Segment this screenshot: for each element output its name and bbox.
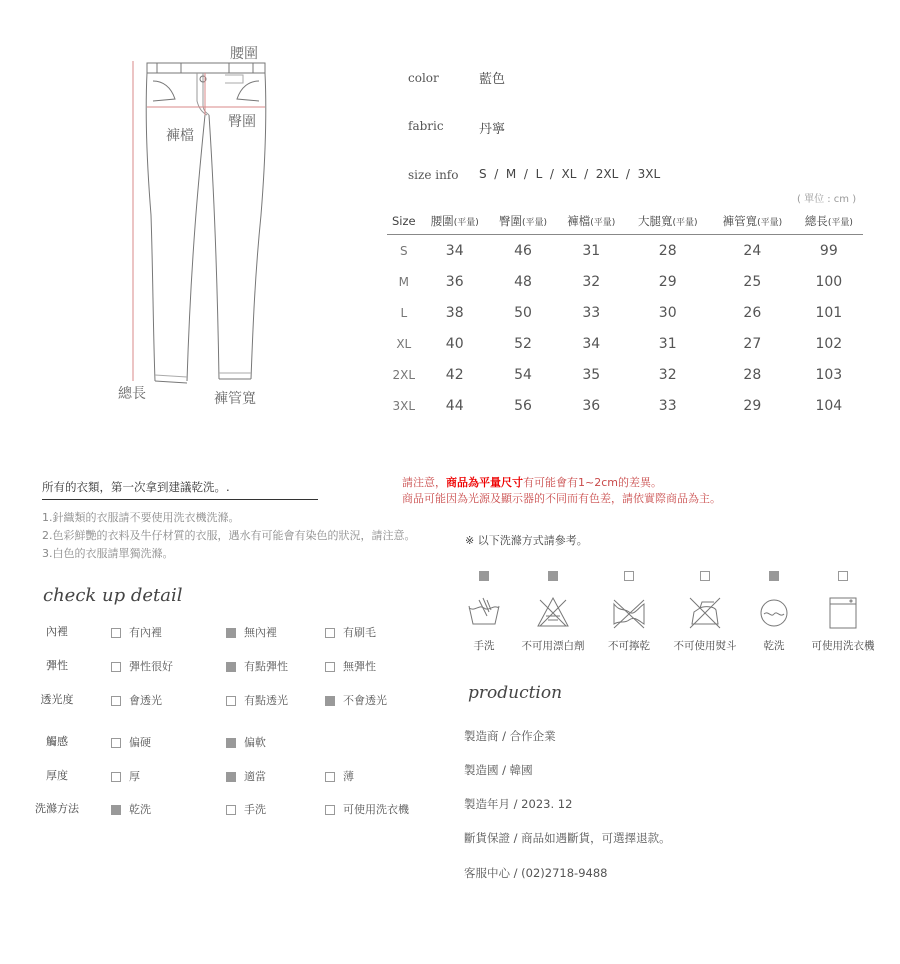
size-cell: XL: [396, 336, 412, 351]
detail-option: [226, 768, 266, 784]
detail-row-label: 透光度: [40, 693, 74, 706]
production-date: 製造年月 / 2023. 12: [464, 797, 573, 811]
measure-cell: 46: [514, 242, 532, 259]
detail-option: [111, 658, 173, 674]
measure-cell: 102: [815, 335, 843, 352]
warning-strong: 商品為平量尺寸: [446, 476, 523, 489]
care-label: 手洗: [473, 640, 495, 652]
measure-cell: 34: [582, 335, 601, 352]
wash-note-list: [42, 509, 416, 563]
measure-cell: 103: [815, 366, 843, 383]
detail-option-label: 有刷毛: [343, 626, 376, 639]
unchecked-box-icon: [111, 738, 121, 748]
detail-option: [111, 624, 162, 640]
detail-option-label: 適當: [244, 770, 266, 783]
detail-option-label: 無內裡: [244, 626, 277, 639]
washing-machine-icon: [824, 594, 862, 636]
detail-title: check up detail: [43, 585, 183, 606]
detail-option-label: 會透光: [129, 694, 162, 707]
table-row: [387, 328, 863, 359]
care-label: 不可擰乾: [608, 640, 650, 652]
measure-cell: 104: [815, 397, 843, 414]
table-row: [387, 266, 863, 297]
detail-option: [111, 768, 140, 784]
wash-note-line: 3.白色的衣服請單獨洗滌。: [42, 547, 174, 560]
detail-option: [325, 658, 376, 674]
detail-option: [325, 624, 376, 640]
col-size: Size: [387, 208, 421, 235]
care-label: 不可使用熨斗: [673, 640, 737, 652]
unchecked-box-icon: [700, 571, 710, 581]
measure-cell: 24: [743, 242, 762, 259]
measure-cell: 44: [445, 397, 464, 414]
size-cell: L: [400, 305, 408, 320]
unchecked-box-icon: [325, 805, 335, 815]
color-value: 藍色: [479, 72, 506, 87]
measure-cell: 31: [658, 335, 677, 352]
detail-option-label: 彈性很好: [129, 660, 173, 673]
measure-cell: 48: [514, 273, 532, 290]
unchecked-box-icon: [325, 662, 335, 672]
detail-row-label: 觸感: [46, 735, 68, 748]
col-waist: 腰圍(平量): [421, 208, 489, 235]
detail-option: [325, 692, 387, 708]
checked-box-icon: [226, 628, 236, 638]
production-title: production: [468, 683, 563, 703]
measure-cell: 38: [445, 304, 464, 321]
measure-cell: 26: [743, 304, 762, 321]
detail-row-label: 內裡: [46, 625, 68, 638]
no-iron-icon: [686, 594, 724, 636]
detail-option-label: 薄: [343, 770, 354, 783]
checked-box-icon: [226, 738, 236, 748]
measure-cell: 28: [743, 366, 762, 383]
measure-cell: 31: [582, 242, 601, 259]
measure-cell: 32: [658, 366, 677, 383]
measure-cell: 54: [514, 366, 532, 383]
detail-option: [226, 692, 288, 708]
wash-note-line: 2.色彩鮮艷的衣料及牛仔材質的衣服，遇水有可能會有染色的狀況，請注意。: [42, 529, 416, 542]
warning-line2: 商品可能因為光源及顯示器的不同而有色差，請依實際商品為主。: [402, 492, 721, 505]
table-row: [387, 390, 863, 421]
detail-option: [226, 658, 288, 674]
detail-option: [226, 624, 277, 640]
care-label: 乾洗: [763, 640, 785, 652]
unchecked-box-icon: [226, 696, 236, 706]
checked-box-icon: [548, 571, 558, 581]
measure-cell: 52: [514, 335, 532, 352]
measure-cell: 33: [582, 304, 601, 321]
detail-option-label: 有點透光: [244, 694, 288, 707]
col-hem: 褲管寬(平量): [710, 208, 795, 235]
measure-cell: 36: [445, 273, 464, 290]
detail-row-label: 洗滌方法: [35, 802, 79, 815]
size-info-label: size info: [408, 168, 459, 182]
detail-option: [325, 768, 354, 784]
col-length: 總長(平量): [795, 208, 863, 235]
detail-option: [226, 734, 266, 750]
table-row: [387, 297, 863, 328]
table-row: [387, 359, 863, 390]
measure-cell: 99: [819, 242, 838, 259]
color-label: color: [408, 71, 439, 85]
waist-label: 腰圍: [230, 46, 258, 62]
pants-diagram: [125, 55, 275, 395]
measure-cell: 36: [582, 397, 601, 414]
detail-option-label: 無彈性: [343, 660, 376, 673]
color-warning: 請注意，商品為平量尺寸有可能會有1~2cm的差異。 商品可能因為光源及顯示器的不同而有色差，請依實際商品為主。: [402, 476, 721, 505]
checked-box-icon: [325, 696, 335, 706]
detail-option-label: 乾洗: [129, 803, 151, 816]
checked-box-icon: [479, 571, 489, 581]
hip-label: 臀圍: [228, 114, 256, 130]
size-list: S / M / L / XL / 2XL / 3XL: [479, 167, 661, 181]
measure-cell: 25: [743, 273, 762, 290]
unchecked-box-icon: [111, 696, 121, 706]
detail-option: [325, 801, 409, 817]
measure-cell: 35: [582, 366, 601, 383]
measure-cell: 29: [658, 273, 677, 290]
detail-option-label: 手洗: [244, 803, 266, 816]
size-cell: S: [399, 243, 408, 258]
detail-option: [111, 801, 151, 817]
detail-option-label: 不會透光: [343, 694, 387, 707]
size-cell: 3XL: [392, 398, 416, 413]
detail-row-label: 厚度: [46, 769, 68, 782]
unit-note: ( 單位 : cm ): [797, 194, 857, 205]
measure-cell: 33: [658, 397, 677, 414]
detail-option-label: 偏硬: [129, 736, 151, 749]
unchecked-box-icon: [111, 662, 121, 672]
checked-box-icon: [226, 662, 236, 672]
hem-label: 褲管寬: [214, 391, 256, 407]
length-label: 總長: [118, 386, 146, 402]
fabric-label: fabric: [408, 119, 444, 133]
care-label: 不可用漂白劑: [521, 640, 585, 652]
detail-row-label: 彈性: [46, 659, 68, 672]
wash-note-line: 1.針織類的衣服請不要使用洗衣機洗滌。: [42, 511, 240, 524]
production-guarantee: 斷貨保證 / 商品如遇斷貨，可選擇退款。: [464, 831, 671, 845]
unchecked-box-icon: [325, 772, 335, 782]
unchecked-box-icon: [226, 805, 236, 815]
no-wring-icon: [610, 594, 648, 636]
wash-note-heading: 所有的衣類，第一次拿到建議乾洗。.: [42, 479, 318, 500]
detail-option-label: 可使用洗衣機: [343, 803, 409, 816]
production-country: 製造國 / 韓國: [464, 763, 533, 777]
size-cell: M: [398, 274, 409, 289]
col-rise: 褲檔(平量): [557, 208, 625, 235]
detail-option: [226, 801, 266, 817]
care-label: 可使用洗衣機: [811, 640, 875, 652]
measure-cell: 100: [815, 273, 843, 290]
size-table-header: [387, 208, 863, 235]
detail-option-label: 偏軟: [244, 736, 266, 749]
checked-box-icon: [769, 571, 779, 581]
detail-option: [111, 734, 151, 750]
measure-cell: 50: [514, 304, 532, 321]
hand-wash-icon: [465, 594, 503, 636]
size-table: [387, 208, 863, 421]
production-maker: 製造商 / 合作企業: [464, 729, 556, 743]
care-title: ※ 以下洗滌方式請參考。: [465, 534, 588, 547]
measure-cell: 32: [582, 273, 601, 290]
fabric-value: 丹寧: [479, 122, 506, 137]
detail-option: [111, 692, 162, 708]
unchecked-box-icon: [624, 571, 634, 581]
measure-cell: 42: [445, 366, 464, 383]
unchecked-box-icon: [111, 628, 121, 638]
production-service: 客服中心 / (02)2718-9488: [464, 866, 608, 880]
measure-cell: 56: [514, 397, 532, 414]
unchecked-box-icon: [111, 772, 121, 782]
unchecked-box-icon: [325, 628, 335, 638]
detail-option-label: 有點彈性: [244, 660, 288, 673]
checked-box-icon: [226, 772, 236, 782]
col-hip: 臀圍(平量): [489, 208, 557, 235]
measure-cell: 101: [815, 304, 843, 321]
checked-box-icon: [111, 805, 121, 815]
detail-option-label: 厚: [129, 770, 140, 783]
measure-cell: 34: [445, 242, 464, 259]
table-row: [387, 235, 863, 267]
dry-clean-icon: [755, 594, 793, 636]
unchecked-box-icon: [838, 571, 848, 581]
detail-option-label: 有內裡: [129, 626, 162, 639]
measure-cell: 40: [445, 335, 464, 352]
measure-cell: 27: [743, 335, 762, 352]
measure-cell: 28: [658, 242, 677, 259]
measure-cell: 29: [743, 397, 762, 414]
size-cell: 2XL: [392, 367, 416, 382]
rise-label: 褲檔: [166, 128, 194, 144]
no-bleach-icon: [534, 594, 572, 636]
col-thigh: 大腿寬(平量): [625, 208, 710, 235]
measure-cell: 30: [658, 304, 677, 321]
